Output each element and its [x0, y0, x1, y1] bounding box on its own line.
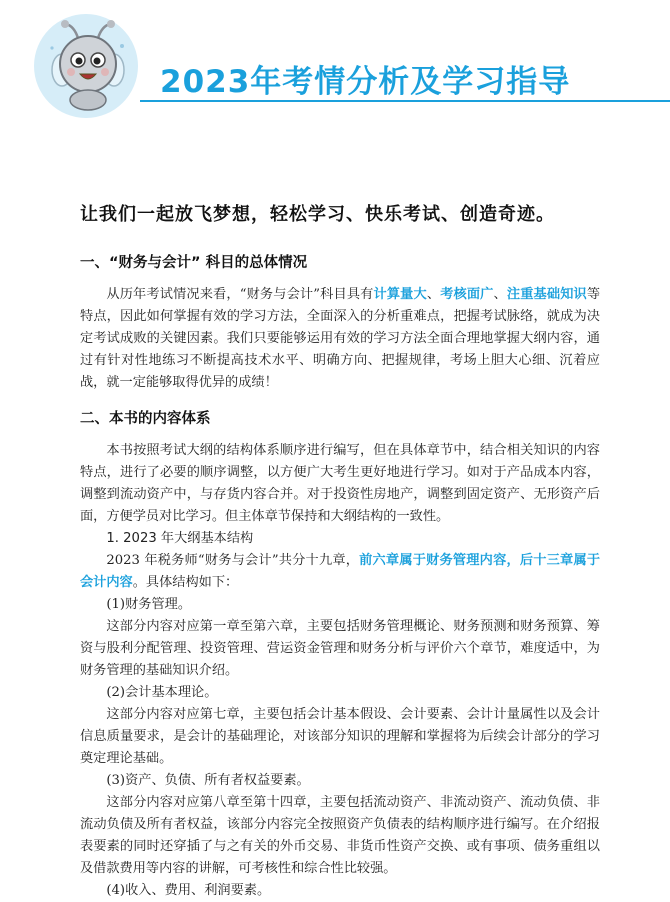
text-span: 2023 年税务师“财务与会计”共分十九章， — [106, 553, 360, 568]
highlight-text: ， — [506, 553, 520, 568]
highlight-text: 考核面广 — [440, 287, 494, 302]
highlight-text: 计算量大 — [373, 287, 427, 302]
text-span: 。具体结构如下： — [132, 575, 239, 590]
structure-paragraph — [80, 550, 600, 594]
highlight-text: 前六章属于财务管理内容 — [359, 553, 507, 568]
section-1-paragraph — [80, 284, 600, 394]
page-title: 2023年考情分析及学习指导 — [160, 64, 571, 100]
section-heading-1: 一、“财务与会计” 科目的总体情况 — [80, 255, 308, 271]
list-item-text: 这部分内容对应第八章至第十四章，主要包括流动资产、非流动资产、流动负债、非流动负债及所有者权益，该部分内容完全按照资产负债表的结构顺序进行编写。在介绍报表要素的同时还穿插了与之有关的外币交易、非货币性资产交换、或有事项、债务重组以及借款费用等内容的讲解，可考核性和综合性比较强。 — [80, 795, 600, 876]
subsection-heading: 1. 2023 年大纲基本结构 — [106, 531, 254, 546]
content-body — [80, 252, 600, 902]
list-item-text: 这部分内容对应第七章，主要包括会计基本假设、会计要素、会计计量属性以及会计信息质量要求，是会计的基础理论，对该部分知识的理解和掌握将为后续会计部分的学习奠定理论基础。 — [80, 707, 600, 766]
section-2-paragraph: 本书按照考试大纲的结构体系顺序进行编写，但在具体章节中，结合相关知识的内容特点，进行了必要的顺序调整，以方便广大考生更好地进行学习。如对于产品成本内容，调整到流动资产中，与存货内容合并。对于投资性房地产，调整到固定资产、无形资产后面，方便学员对比学习。但主体章节保持和大纲结构的一致性。 — [80, 443, 600, 524]
text-span: 、 — [493, 287, 507, 302]
title-underline — [140, 100, 670, 102]
text-span: 、 — [426, 287, 441, 302]
section-heading-2: 二、本书的内容体系 — [80, 411, 211, 427]
text-span: 从历年考试情况来看，“财务与会计”科目具有 — [106, 287, 374, 302]
slogan-text: 让我们一起放飞梦想，轻松学习、快乐考试、创造奇迹。 — [80, 204, 555, 225]
list-item-label: (4)收入、费用、利润要素。 — [106, 883, 271, 898]
highlight-text: 后十三章属于会计内容 — [80, 553, 601, 590]
bee-mascot-icon — [40, 18, 136, 114]
header-band — [0, 0, 670, 150]
highlight-text: 注重基础知识 — [506, 287, 587, 302]
list-item-label: (3)资产、负债、所有者权益要素。 — [106, 773, 310, 788]
list-item-text: 这部分内容对应第一章至第六章，主要包括财务管理概论、财务预测和财务预算、筹资与股利分配管理、投资管理、营运资金管理和财务分析与评价六个章节，难度适中，为财务管理的基础知识介绍。 — [80, 619, 600, 678]
list-item-label: (2)会计基本理论。 — [106, 685, 218, 700]
text-span: 等特点，因此如何掌握有效的学习方法，全面深入的分析重难点，把握考试脉络，就成为决定考试成败的关键因素。我们只要能够运用有效的学习方法全面合理地掌握大纲内容，通过有针对性地练习不断提高技术水平、明确方向、把握规律，考场上胆大心细、沉着应战，就一定能够取得优异的成绩！ — [80, 287, 601, 390]
list-item-label: (1)财务管理。 — [106, 597, 192, 612]
